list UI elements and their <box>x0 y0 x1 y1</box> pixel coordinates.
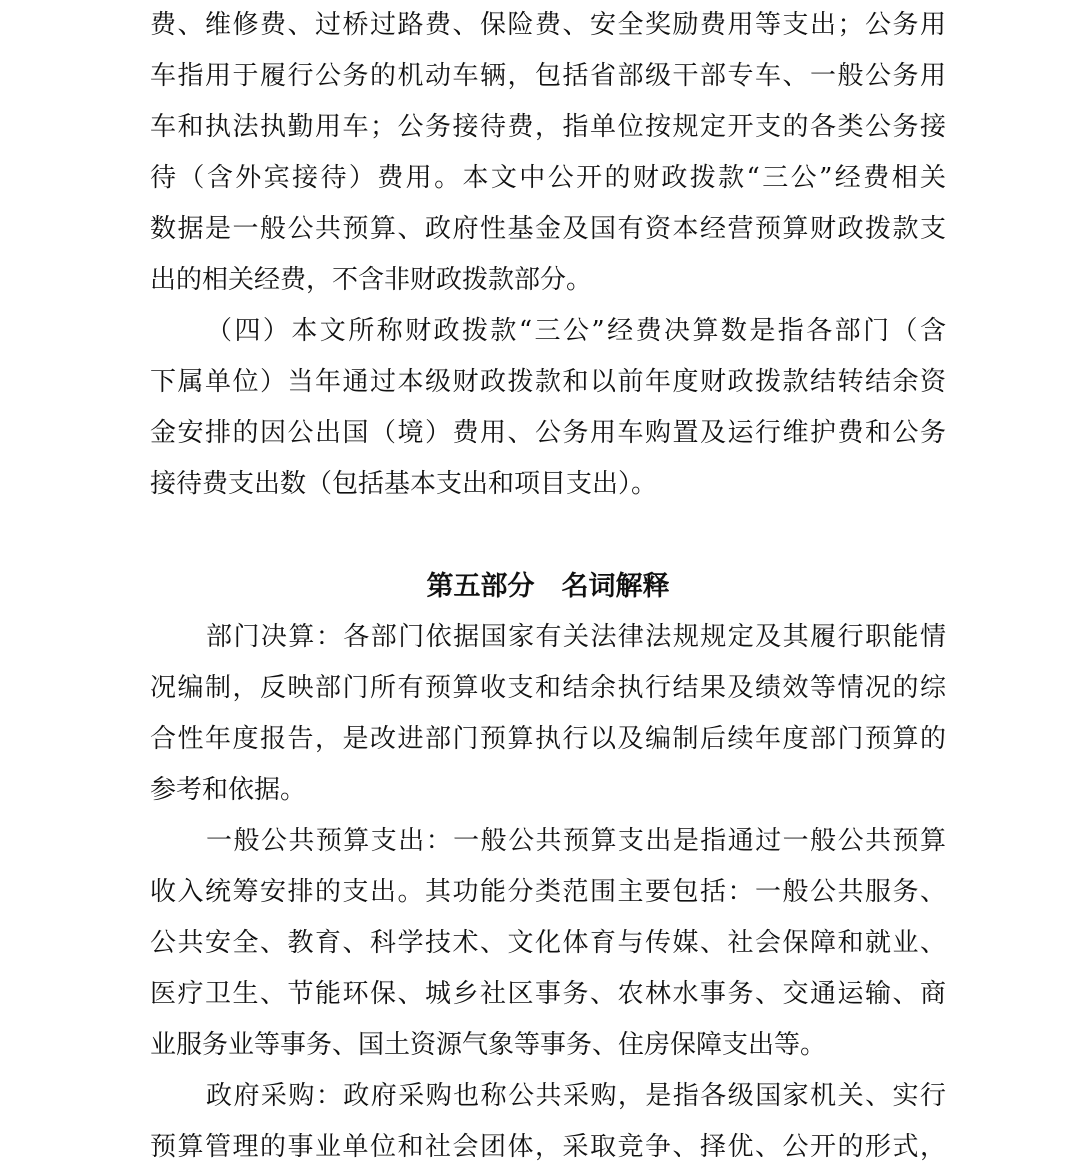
text-line: 合性年度报告，是改进部门预算执行以及编制后续年度部门预算的 <box>150 724 946 754</box>
text-line: 公共安全、教育、科学技术、文化体育与传媒、社会保障和就业、 <box>150 928 946 958</box>
text-line: 况编制，反映部门所有预算收支和结余执行结果及绩效等情况的综 <box>150 673 946 703</box>
text-line: 收入统筹安排的支出。其功能分类范围主要包括：一般公共服务、 <box>150 877 946 907</box>
text-line: 下属单位）当年通过本级财政拨款和以前年度财政拨款结转结余资 <box>150 367 946 397</box>
paragraph-continuation <box>150 0 946 306</box>
text-line: 金安排的因公出国（境）费用、公务用车购置及运行维护费和公务 <box>150 418 946 448</box>
paragraph-item-4 <box>150 306 946 510</box>
section-spacer <box>150 510 946 561</box>
text-line: （四）本文所称财政拨款“三公”经费决算数是指各部门（含 <box>206 316 946 346</box>
paragraph-term-department-final-accounts <box>150 612 946 816</box>
text-line: 一般公共预算支出：一般公共预算支出是指通过一般公共预算 <box>206 826 946 856</box>
text-line: 业服务业等事务、国土资源气象等事务、住房保障支出等。 <box>150 1030 827 1060</box>
paragraph-term-general-public-budget <box>150 816 946 1071</box>
text-line: 数据是一般公共预算、政府性基金及国有资本经营预算财政拨款支 <box>150 214 946 244</box>
text-line: 待（含外宾接待）费用。本文中公开的财政拨款“三公”经费相关 <box>150 163 946 193</box>
text-line: 出的相关经费，不含非财政拨款部分。 <box>150 265 593 295</box>
text-line: 部门决算：各部门依据国家有关法律法规规定及其履行职能情 <box>206 622 946 652</box>
text-line: 政府采购：政府采购也称公共采购，是指各级国家机关、实行 <box>206 1081 946 1111</box>
text-line: 预算管理的事业单位和社会团体，采取竞争、择优、公开的形式， <box>150 1132 946 1162</box>
text-line: 费、维修费、过桥过路费、保险费、安全奖励费用等支出；公务用 <box>150 10 946 40</box>
section-heading: 第五部分 名词解释 <box>426 571 670 602</box>
text-line: 接待费支出数（包括基本支出和项目支出）。 <box>150 469 658 499</box>
text-line: 车和执法执勤用车；公务接待费，指单位按规定开支的各类公务接 <box>150 112 946 142</box>
text-line: 医疗卫生、节能环保、城乡社区事务、农林水事务、交通运输、商 <box>150 979 946 1009</box>
document-body <box>150 0 946 1173</box>
paragraph-term-government-procurement <box>150 1071 946 1173</box>
text-line: 车指用于履行公务的机动车辆，包括省部级干部专车、一般公务用 <box>150 61 946 91</box>
text-line: 参考和依据。 <box>150 775 307 805</box>
